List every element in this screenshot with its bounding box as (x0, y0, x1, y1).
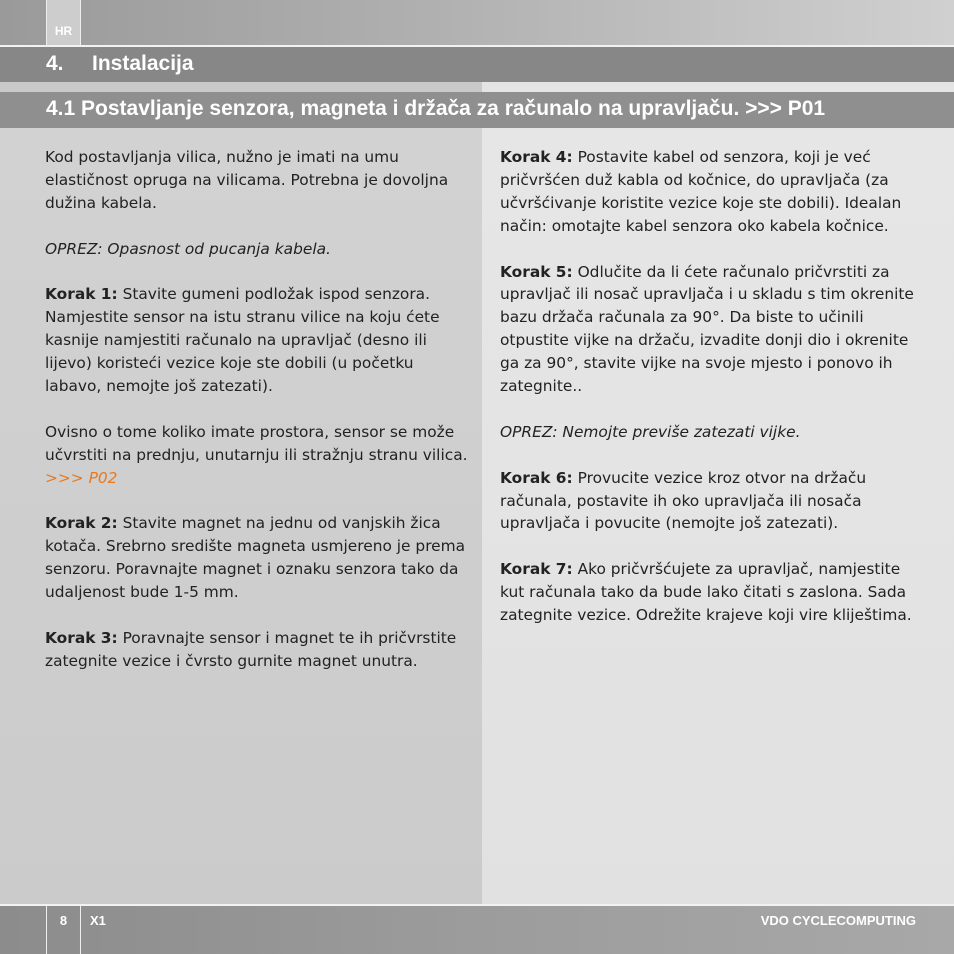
chapter-heading-bar (0, 47, 954, 82)
chapter-title: Instalacija (92, 52, 194, 75)
placement-paragraph (45, 421, 470, 490)
intro-paragraph: Kod postavljanja vilica, nužno je imati na umu elastičnost opruga na vilicama. Potrebna je dovoljna dužina kabela. (45, 148, 449, 212)
right-column-text (500, 146, 925, 650)
step-7 (500, 558, 925, 627)
page-number: 8 (59, 913, 68, 928)
step-4-label: Korak 4: (500, 148, 573, 166)
language-tab (46, 0, 81, 45)
step-3-text: Poravnajte sensor i magnet te ih pričvrstite zategnite vezice i čvrsto gurnite magnet unutra. (45, 628, 457, 670)
placement-text: Ovisno o tome koliko imate prostora, sensor se može učvrstiti na prednju, unutarnju ili stražnju stranu vilica. (45, 422, 468, 464)
page-reference-link[interactable]: >>> P02 (45, 468, 118, 487)
section-title: 4.1 Postavljanje senzora, magneta i držača za računalo na upravljaču. >>> P01 (46, 97, 826, 120)
step-2-text: Stavite magnet na jednu od vanjskih žica kotača. Srebrno središte magneta usmjereno je prema senzoru. Poravnajte magnet i oznaku senzora tako da udaljenost bude 1-5 mm. (45, 514, 466, 602)
step-1 (45, 283, 470, 398)
model-name: X1 (90, 913, 106, 928)
section-heading-bar (0, 92, 954, 128)
step-3 (45, 627, 470, 673)
step-2-label: Korak 2: (45, 514, 118, 533)
step-1-text: Stavite gumeni podložak ispod senzora. Namjestite sensor na istu stranu vilice na koju ćete kasnije namjestiti računalo na upravljač (desno ili lijevo) koristeći vezice koje ste dobili (u početku labavo, nemojte još zatezati). (45, 285, 440, 396)
step-6-text: Provucite vezice kroz otvor na držaču računala, postavite ih oko upravljača ili nosača upravljača i povucite (nemojte još zatezati). (500, 468, 867, 533)
step-7-label: Korak 7: (500, 560, 573, 579)
right-spacer (482, 82, 954, 92)
warning-screws: OPREZ: Nemojte previše zatezati vijke. (500, 422, 801, 441)
step-5 (500, 261, 925, 398)
top-bar (0, 0, 954, 45)
step-6-label: Korak 6: (500, 468, 573, 487)
language-code: HR (54, 24, 73, 38)
footer-bar (0, 906, 954, 954)
step-2 (45, 512, 470, 604)
step-5-label: Korak 5: (500, 262, 573, 281)
step-6 (500, 467, 925, 536)
step-3-label: Korak 3: (45, 628, 118, 647)
left-spacer (0, 82, 482, 92)
step-5-text: Odlučite da li ćete računalo pričvrstiti za upravljač ili nosač upravljača i u skladu s tim okrenite bazu držača računala za 90°. Da biste to učinili otpustite vijke na držaču, izvadite donji dio i okrenite ga za 90°, stavite vijke na svoje mjesto i ponovo ih zategnite.. (500, 262, 914, 396)
brand-name: VDO CYCLECOMPUTING (760, 913, 916, 928)
step-1-label: Korak 1: (45, 285, 118, 304)
step-4-text: Postavite kabel od senzora, koji je već pričvršćen duž kabla od kočnice, do upravljača (za učvršćivanje koristite vezice koje ste dobili). Idealan način: omotajte kabel senzora oko kabela kočnice. (500, 148, 902, 235)
warning-cable: OPREZ: Opasnost od pucanja kabela. (45, 239, 331, 258)
step-7-text: Ako pričvršćujete za upravljač, namjestite kut računala tako da bude lako čitati s zaslona. Sada zategnite vezice. Odrežite krajeve koji vire kliještima. (500, 560, 912, 625)
left-column-text (45, 146, 470, 696)
step-4 (500, 146, 925, 238)
chapter-number: 4. (46, 52, 64, 75)
page-number-tab (46, 906, 81, 954)
